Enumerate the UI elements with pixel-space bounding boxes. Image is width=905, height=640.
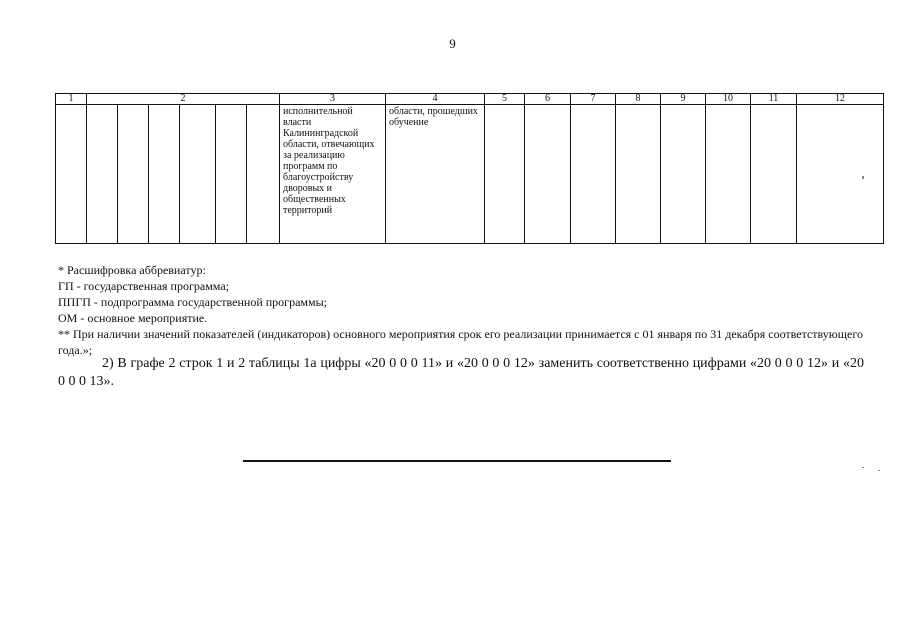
header-col-12: 12: [797, 94, 884, 105]
cell-col-2d: [180, 105, 216, 244]
cell-col-2a: [87, 105, 118, 244]
header-col-9: 9: [661, 94, 706, 105]
scan-speck: [862, 176, 864, 179]
cell-col-2c: [149, 105, 180, 244]
page-number: 9: [449, 36, 456, 51]
indicator-table: [55, 93, 884, 244]
amendment-paragraph: 2) В графе 2 строк 1 и 2 таблицы 1а цифры «20 0 0 0 11» и «20 0 0 0 12» заменить соответственно цифрами «20 0 0 0 12» и «20 0 0 0 13».: [58, 356, 864, 389]
footnote-om: ОМ - основное мероприятие.: [58, 311, 208, 325]
cell-col-9: [661, 105, 706, 244]
cell-col-4: [386, 105, 485, 244]
cell-col-2f: [247, 105, 280, 244]
scan-speck: [862, 467, 864, 468]
header-col-8: 8: [616, 94, 661, 105]
cell-col-10: [706, 105, 751, 244]
header-col-3: 3: [280, 94, 386, 105]
cell-col-6: [525, 105, 571, 244]
footnote-title: * Расшифровка аббревиатур:: [58, 263, 206, 277]
table-row: [56, 105, 884, 244]
header-col-10: 10: [706, 94, 751, 105]
header-col-2: 2: [87, 94, 280, 105]
cell-col-3: [280, 105, 386, 244]
header-col-11: 11: [751, 94, 797, 105]
cell-col-7: [571, 105, 616, 244]
table-header-row: [56, 94, 884, 105]
footnote-ppgp: ППГП - подпрограмма государственной программы;: [58, 295, 327, 309]
header-col-6: 6: [525, 94, 571, 105]
cell-col-8: [616, 105, 661, 244]
header-col-1: 1: [56, 94, 87, 105]
footnote-period: ** При наличии значений показателей (индикаторов) основного мероприятия срок его реализации принимается с 01 января по 31 декабря соответствующего года.»;: [58, 327, 863, 357]
cell-col-1: [56, 105, 87, 244]
footnotes: [58, 262, 866, 358]
footnote-gp: ГП - государственная программа;: [58, 279, 229, 293]
cell-col-11: [751, 105, 797, 244]
cell-col-2b: [118, 105, 149, 244]
header-col-7: 7: [571, 94, 616, 105]
cell-col-3-text: исполнительной власти Калининградской области, отвечающих за реализацию программ по благоустройству дворовых и общественных территорий: [283, 106, 375, 216]
scan-speck: [878, 470, 880, 471]
closing-rule: [243, 460, 671, 462]
cell-col-5: [485, 105, 525, 244]
cell-col-2e: [216, 105, 247, 244]
cell-col-4-text: области, прошедших обучение: [389, 106, 478, 128]
header-col-4: 4: [386, 94, 485, 105]
cell-col-12: [797, 105, 884, 244]
header-col-5: 5: [485, 94, 525, 105]
